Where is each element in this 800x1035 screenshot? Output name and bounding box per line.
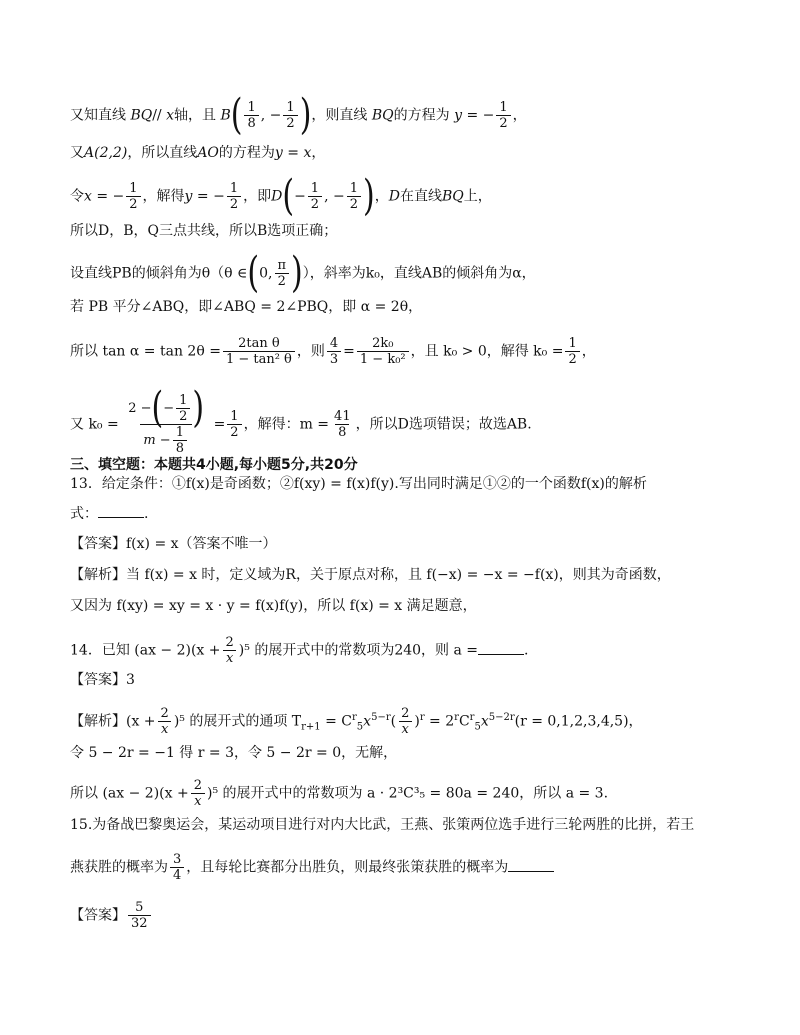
question-13: 13．给定条件：①f(x)是奇函数；②f(xy) = f(x)f(y).写出同时满足①②的一个函数f(x)的解析	[70, 476, 647, 492]
text: 设直线PB的倾斜角为θ（θ ∈	[70, 265, 248, 282]
question-14	[70, 635, 740, 666]
fraction: $\frac{1}{8}$	[244, 100, 258, 131]
text: )⁵ 的展开式的通项 T	[173, 713, 302, 730]
answer-blank	[98, 503, 144, 518]
text: ，所以直线	[127, 145, 198, 161]
superscript: r	[454, 711, 459, 723]
fraction: $\frac{2}{x}$	[191, 778, 205, 809]
text: = C	[320, 713, 353, 730]
paren: )	[291, 248, 303, 298]
superscript: r	[469, 711, 475, 723]
answer-blank	[508, 857, 554, 872]
text: .	[144, 506, 149, 522]
text: ，即	[243, 188, 272, 205]
text: 的方程为	[218, 145, 275, 161]
paren: )	[299, 90, 312, 140]
text: 燕获胜的概率为	[70, 859, 168, 876]
superscript: 5−2r	[488, 711, 515, 723]
text: ，则	[296, 343, 325, 360]
text: ），斜率为k₀，直线AB的倾斜角为α，	[302, 265, 536, 282]
fraction: $\frac{1}{2}$	[126, 181, 140, 212]
fraction: $\frac{\pi}{2}$	[274, 258, 289, 289]
math-expr: y = −	[184, 188, 225, 205]
analysis-13-line-1: 【解析】当 f(x) = x 时，定义域为R，关于原点对称，且 f(−x) = −x = −f(x)，则其为奇函数，	[70, 567, 671, 583]
fraction: $\frac{4}{3}$	[327, 336, 341, 367]
text: ，且每轮比赛都分出胜负，则最终张策获胜的概率为	[186, 859, 509, 876]
paren: (	[282, 171, 295, 221]
math-var: AO	[197, 145, 219, 161]
superscript: r	[352, 711, 357, 723]
math-expr: A(2,2)	[84, 145, 128, 161]
text: , −	[260, 107, 282, 124]
solution-line-1	[70, 90, 740, 140]
analysis-14-line-2: 令 5 − 2r = −1 得 r = 3，令 5 − 2r = 0，无解，	[70, 745, 398, 761]
analysis-14-line-3	[70, 778, 740, 809]
text: )⁵ 的展开式中的常数项为 a · 2³C³₅ = 80a = 240，所以 a = 3.	[206, 785, 609, 802]
math-var: x	[480, 713, 489, 730]
fraction: $\frac{\text{2tan θ}}{\text{1 − tan² θ}}$	[223, 336, 295, 367]
text: 又知直线	[70, 107, 126, 124]
math-expr: y = x	[274, 145, 312, 161]
math-var: D	[388, 188, 400, 205]
nested-fraction	[125, 383, 207, 456]
text: 0,	[259, 265, 273, 282]
analysis-13-line-2: 又因为 f(xy) = xy = x · y = f(x)f(y)，所以 f(x) = x 满足题意，	[70, 598, 477, 614]
superscript: 5−r	[371, 711, 391, 723]
fraction: $\frac{1}{2}$	[496, 100, 510, 131]
math-var: D	[271, 188, 283, 205]
paren: (	[247, 248, 260, 298]
text: 【答案】	[70, 907, 126, 924]
fraction: $\frac{1}{2}$	[227, 409, 241, 440]
text: 所以 (ax − 2)(x +	[70, 785, 189, 802]
fraction: $\frac{1}{2}$	[227, 181, 241, 212]
text: ，解得：m =	[243, 416, 330, 433]
answer-blank	[478, 640, 524, 655]
superscript: r	[419, 711, 425, 723]
text: 【解析】(x +	[70, 713, 156, 730]
answer-15	[70, 900, 740, 931]
text: ，所以D选项错误；故选AB.	[355, 416, 532, 433]
solution-line-2	[70, 143, 740, 163]
fraction: $\frac{5}{32}$	[128, 900, 151, 931]
text: ，且 k₀ > 0，解得 k₀ =	[410, 343, 564, 360]
numerator: 2 −(− $\frac{1}{2}$ )	[128, 383, 205, 433]
math-var: x	[166, 107, 175, 124]
text: 的方程为	[393, 107, 450, 124]
question-15: 15.为备战巴黎奥运会，某运动项目进行对内大比武，王燕、张策两位选手进行三轮两胜的比拼，若王	[70, 817, 695, 833]
fraction: $\frac{\text{2k₀}}{\text{1 − k₀²}}$	[357, 336, 409, 367]
question-13-cont	[70, 503, 740, 524]
paren: (	[230, 90, 243, 140]
text: ，	[311, 145, 326, 161]
subscript: 5	[474, 721, 481, 733]
analysis-14-line-1	[70, 706, 740, 737]
fraction: $\frac{1}{2}$	[308, 181, 322, 212]
solution-line-6: 若 PB 平分∠ABQ，即∠ABQ = 2∠PBQ，即 α = 2θ，	[70, 299, 423, 315]
text: 令	[70, 188, 84, 205]
fraction: $\frac{2}{x}$	[223, 635, 237, 666]
fraction: $\frac{1}{2}$	[565, 336, 579, 367]
solution-line-8	[70, 383, 740, 456]
text: .	[524, 642, 529, 659]
solution-line-7	[70, 336, 740, 367]
text: 所以 tan α = tan 2θ =	[70, 343, 221, 360]
text: 上，	[463, 188, 492, 205]
fraction: $\frac{2}{x}$	[158, 706, 172, 737]
subscript: 5	[356, 721, 364, 733]
text: C	[458, 713, 470, 730]
parallel-symbol: //	[152, 107, 162, 124]
text: ，	[512, 107, 527, 124]
text: =	[213, 416, 226, 433]
question-15-cont	[70, 852, 740, 883]
text: ，	[374, 188, 389, 205]
math-var: BQ	[130, 107, 153, 124]
text: 又	[70, 145, 84, 161]
math-var: x	[363, 713, 372, 730]
paren: )	[363, 171, 375, 221]
solution-line-3: 令x = − $\frac{1}{2}$ ，解得y = − $\frac{1}{2}$ ，即D(− $\frac{1}{2}$ , − $\frac{1}{2}$ )，D在直线BQ上，	[70, 171, 492, 221]
text: 又 k₀ =	[70, 416, 119, 433]
answer-14: 【答案】3	[70, 672, 135, 688]
math-expr: x = −	[84, 188, 125, 205]
math-var: BQ	[371, 107, 394, 124]
text: 14．已知 (ax − 2)(x +	[70, 642, 221, 659]
fraction: $\frac{3}{4}$	[170, 852, 184, 883]
text: 式：	[70, 506, 98, 522]
text: 在直线	[399, 188, 442, 205]
answer-13: 【答案】f(x) = x（答案不唯一）	[70, 536, 277, 552]
section-heading: 三、填空题：本题共4小题,每小题5分,共20分	[70, 457, 358, 473]
fraction: $\frac{41}{8}$	[334, 409, 351, 440]
fraction: $\frac{2}{x}$	[398, 706, 412, 737]
fraction: $\frac{1}{2}$	[347, 181, 361, 212]
denominator: m − $\frac{1}{8}$	[140, 424, 192, 456]
solution-line-5	[70, 248, 740, 298]
fraction: $\frac{1}{2}$	[283, 100, 297, 131]
math-var: BQ	[441, 188, 464, 205]
math-var: B	[220, 107, 231, 124]
subscript: r+1	[301, 721, 321, 733]
text: )	[414, 713, 420, 730]
text: 轴，且	[174, 107, 217, 124]
text: ，则直线	[311, 107, 368, 124]
text: = 2	[424, 713, 455, 730]
text: (	[390, 713, 397, 730]
text: =	[343, 343, 355, 360]
math-expr: y = −	[454, 107, 495, 124]
text: )⁵ 的展开式中的常数项为240，则 a =	[238, 642, 479, 659]
text: , −	[324, 188, 345, 205]
solution-line-4: 所以D，B，Q三点共线，所以B选项正确；	[70, 223, 338, 239]
text: ，解得	[142, 188, 185, 205]
text: (r = 0,1,2,3,4,5)，	[514, 713, 643, 730]
text: ，	[581, 343, 596, 360]
